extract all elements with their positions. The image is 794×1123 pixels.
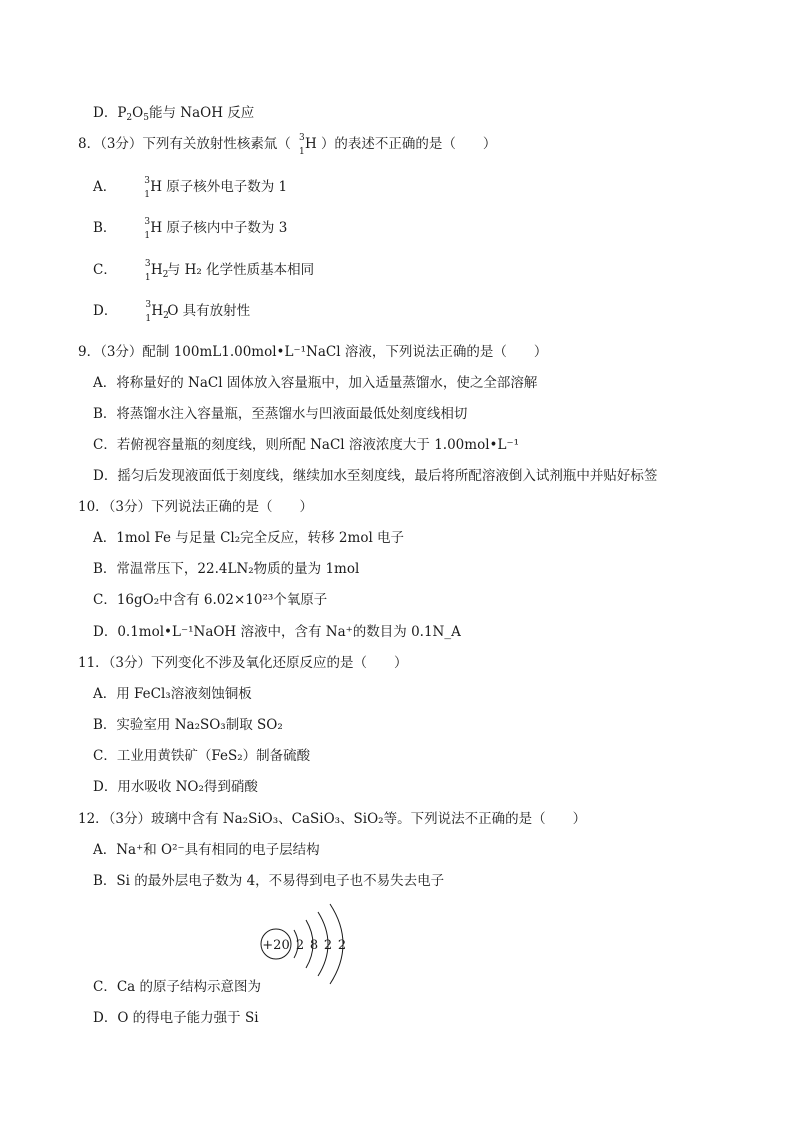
nucleus-charge: +20 [262,938,290,953]
q10-stem: 10．（3分）下列说法正确的是（ ） [78,499,314,515]
q10-option-d: D．0.1mol•L⁻¹NaOH 溶液中，含有 Na⁺的数目为 0.1N_A [93,624,461,640]
q8-option-a: A． 3 1 H 原子核外电子数为 1 [93,176,288,200]
q12-option-b: B．Si 的最外层电子数为 4，不易得到电子也不易失去电子 [93,873,445,889]
q8-option-d: D． 3 1 $H_2$ O 具有放射性 [93,300,251,324]
q12-stem: 12．（3分）玻璃中含有 Na₂SiO₃、CaSiO₃、SiO₂等。下列说法不正确的是（ ） [78,811,587,827]
q12-option-d: D．O 的得电子能力强于 Si [93,1010,259,1026]
q9-option-b: B．将蒸馏水注入容量瓶，至蒸馏水与凹液面最低处刻度线相切 [93,406,468,422]
q8-stem [78,133,497,157]
q11-stem: 11．（3分）下列变化不涉及氧化还原反应的是（ ） [78,655,408,671]
q10-option-a: A．1mol Fe 与足量 Cl₂完全反应，转移 2mol 电子 [93,530,405,546]
q10-option-c: C．16gO₂中含有 6.02×10²³个氧原子 [93,592,328,608]
tritium-nuclide: 3 1 H [298,133,317,157]
q11-option-a: A．用 FeCl₃溶液刻蚀铜板 [93,686,252,702]
shell-1-count: 2 [295,938,305,953]
shell-2-count: 8 [309,938,319,953]
q11-option-b: B．实验室用 Na₂SO₃制取 SO₂ [93,717,283,733]
q8-option-c: C． 3 1 $H_2$ 与 H₂ 化学性质基本相同 [93,259,315,283]
q9-stem: 9．（3分）配制 100mL1.00mol•L⁻¹NaCl 溶液，下列说法正确的是（ ） [78,344,548,360]
q9-option-d: D．摇匀后发现液面低于刻度线，继续加水至刻度线，最后将所配溶液倒入试剂瓶中并贴好标签 [93,468,658,484]
q12-option-c: C．Ca 的原子结构示意图为 [93,979,261,995]
calcium-atom-diagram [258,900,358,992]
shell-3-count: 2 [323,938,333,953]
q7-option-d: D．$P_2O_5$能与 NaOH 反应 [93,105,255,123]
q8-stem-post: ）的表述不正确的是（ ） [320,136,497,152]
q9-option-a: A．将称量好的 NaCl 固体放入容量瓶中，加入适量蒸馏水，使之全部溶解 [93,375,538,391]
q9-option-c: C．若俯视容量瓶的刻度线，则所配 NaCl 溶液浓度大于 1.00mol•L⁻¹ [93,437,519,453]
q8-option-b: B． 3 1 H 原子核内中子数为 3 [93,217,288,241]
q11-option-c: C．工业用黄铁矿（FeS₂）制备硫酸 [93,748,311,764]
q12-option-a: A．Na⁺和 O²⁻具有相同的电子层结构 [93,842,320,858]
q10-option-b: B．常温常压下，22.4LN₂物质的量为 1mol [93,561,360,577]
q11-option-d: D．用水吸收 NO₂得到硝酸 [93,779,258,795]
q8-stem-pre: 8．（3分）下列有关放射性核素氚（ [78,136,291,152]
shell-4-count: 2 [337,938,347,953]
